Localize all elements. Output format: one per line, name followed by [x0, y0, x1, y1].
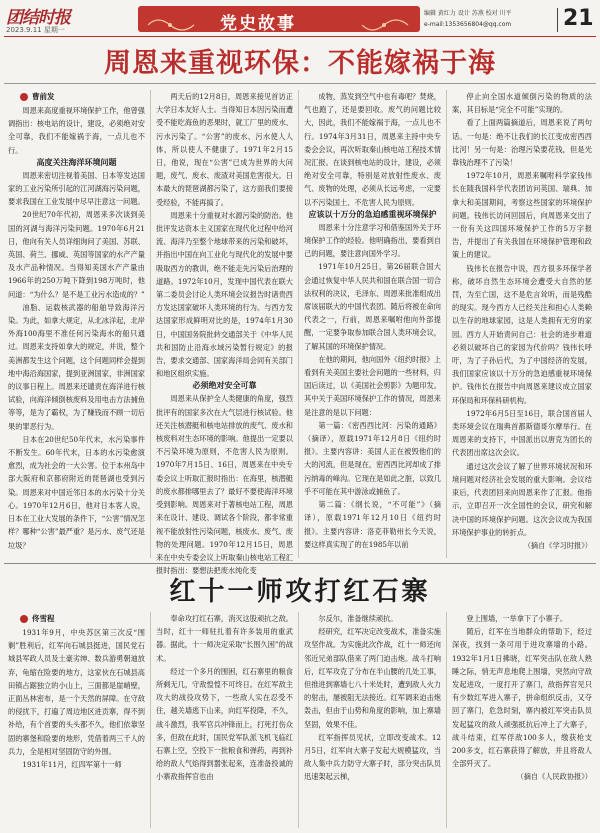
column-divider [446, 90, 447, 558]
article2-column-4 [452, 612, 592, 830]
paragraph: 登上围墙，一举拿下了小寨子。 [466, 614, 568, 623]
paragraph: 两天后的12月8日，周恩来接见首访正大学日本友好人士。当得知日本因污染而遭受不能吃海鱼的恶果时，就工厂里的废水、污水污染了。“公害”的废水、污水使人人体，所以使人不健康了。1971年2月15日，他说，现在“公害”已成为世界的大问题，废气、废水、废渣对美国危害很大。日本最大的琵琶湖都污染了，这方面我们要接受经验，不能再搞了。 [156, 92, 293, 207]
right-ornament-icon [360, 15, 410, 35]
paragraph: 成物，蒸发到空气中也有毒吧？焚烧，气也跑了，还是要回收。废气的问题比较大，因此，我们不能嫁祸于海，一点儿也不行。1974年3月31日，周恩来主持中央专委会会议，再次听取秦山核电站工程技术情况汇报。在谈到核电站的设计，建设，必须绝对安全可靠，特别是对放射性废水、废气、废物的处理，必须从长远考虑，一定要以不污染国土、不危害人民为原则。 [304, 92, 441, 207]
editor-line: 编辑 黄红力 设计 苏燕 校对 川平 [424, 10, 512, 17]
paragraph: 周恩来十分注意学习和借鉴国外关于环境保护工作的经验。他明确指出，要看到自己的问题，要注意向国外学习。 [304, 222, 441, 259]
article2-column-3 [304, 612, 441, 830]
column-divider [150, 612, 151, 828]
article2-column-1 [8, 612, 145, 830]
paragraph: 1972年10月，周恩来嘱咐科学家钱伟长在随我国科学代表团访问英国、瑞典、加拿大和美国期间，考察这些国家的环境保护问题。钱伟长访问回国后，向周恩来交出了一份有关这四国环境保护工作的5万字报告，并提出了有关我国在环境保护管理和政策上的建议。 [452, 171, 592, 260]
paragraph: 奉命攻打红石寨，消灭这股顽抗之敌。当时，红十一师驻扎着有许多装用的重武器。据此，十一师决定采取“长围久困”的战术。 [156, 614, 293, 663]
header-rule [4, 36, 596, 37]
paragraph: 第一篇：《密西西比河：污染的通路》（摘译），原载1971年12月8日《纽约时报》。主要内容讲：美国人正在被毁他们的大的河流，但是现在，密西西比河却成了排污纳毒的峰沟。它现在是如此之脏，以致几乎不可能在其中游泳或捕鱼了。 [304, 420, 441, 496]
editor-credits [424, 8, 512, 30]
paragraph: 尔反尔，准备继续顽抗。 [318, 614, 398, 623]
author-name: 曹前发 [32, 92, 55, 102]
paragraph: 20世纪70年代初，周恩来多次谈到美国的河湖与海洋污染问题。1970年6月21日，他向有关人员详细询问了美国、苏联、英国、荷兰、挪威、英国等国家的水产产量及水产品种情况。当得知美国水产产量由1966年的250万吨下降到198万吨时，他问道：“为什么？是不是工业污水造成的？” [8, 210, 145, 299]
paragraph: 钱伟长在报告中说，西方很多环保学者称，破坏自然生态环境会遭受大自然的惩罚，为至亡国，这不是危言耸听，而是残酷的现实。现今西方人已经关注和担心人类赖以生存的地球家园，这是人类拥有无穷的家园。西方人开始责问自己：社会的进步难道必须以破坏自己的家园为代价吗？钱伟长呼吁，为了子孙后代，为了中国经济的发展，我们国家应该以十万分的急迫感重视环境保护。钱伟长在报告中向周恩来建议成立国家环保局和环保科研机构。 [452, 263, 592, 405]
subheading: 必须绝对安全可靠 [192, 381, 257, 391]
page-header [0, 0, 600, 40]
paragraph: 1931年11月，红四军第十一师 [22, 760, 122, 770]
subheading: 应该以十万分的急迫感重视环境保护 [308, 209, 437, 219]
paragraph: 看了上面两篇摘道后，周恩来说了两句话。一句是：绝不让我们的长江变成密西西比河！另一句是：治理污染要花钱，但是光靠钱治理不了污染！ [452, 118, 592, 168]
paragraph: 通过这次会议了解了世界环境状况和环境问题对经济社会发展的重大影响。会议结束后，代表团回来向周恩来作了汇报。他指示，立即召开一次全国性的会议，研究和解决中国的环境保护问题。这次会议成为我国环境保护事业的转折点。 [452, 461, 592, 537]
masthead-logo: 团结时报 [6, 8, 70, 28]
source-credit: （摘自《学习时报》） [523, 540, 592, 550]
editor-email: e-mail:1353656804@qq.com [424, 21, 512, 28]
column-divider [150, 90, 151, 558]
paragraph: 随后，红军在当地群众的帮助下，经过深夜，找到一条可用于进攻寨墙的小路。1932年1月1日拂晓，红军突击队在敌人熟睡之际，悄无声息地爬上围墙，突然向守敌发起进攻，一度打开了寨门，敌指挥官见只有少数红军进入寨子，拼命组织反击，又夺回了寨门，危急时刻，寨内被红军突击队员发起猛攻的敌人顽强抵抗后冲上了大寨子，战斗结束，红军俘敌100多人，缴获枪支200多支，红石寨获得了解放，并且将敌人全部歼灭了。 [452, 627, 592, 769]
left-ornament-icon [146, 15, 196, 35]
bullet-icon [20, 93, 28, 101]
paragraph: 1971年10月25日，第26届联合国大会通过恢复中华人民共和国在联合国一切合法权利的决议，毛泽东、周恩来批准组成出席该届联大的中国代表团。随后将被在命向代表之一，行前，周恩来嘱咐他向外部提醒，一定要争取参加联合国人类环境会议，了解其国的环境保护情况。 [304, 262, 441, 351]
author-name: 佟雪程 [32, 614, 55, 624]
source-credit: （摘自《人民政协报》） [516, 772, 592, 782]
paragraph: 油脂、运载核武器的船舶导致海洋污染。为此，如拿大规定，从北冰洋起，北岸外海100海里不准任何污染海水的船只通过。周恩来支持如拿大的规定，并说，整个美洲都发生这个问题，这个问题同样会提到地中海沿海国家，提到亚洲国家，非洲国家的议事日程上。周恩来还谴责在海洋进行核试验，向海洋倾倒核废料及用电击方法捕鱼等等，是为了霸权，为了赚钱而不顾一切后果的罪恶行为。 [8, 302, 145, 431]
paragraph: 日本在20世纪50年代末，水污染事件不断发生。60年代末，日本的水污染愈演愈烈，成为社会的一大公害。位于本州岛中部大阪府和京都府附近的琵琶湖也受到污染。周恩来对中国近邻日本的水污染十分关心。1970年12月6日，他对日本客人说，日本在工业大发展的条件下，“公害”情况怎样？哪种“公害”最严重？是污水、废气还是垃圾？ [8, 434, 145, 550]
article1-column-4 [452, 90, 592, 558]
bullet-icon [20, 615, 28, 623]
paragraph: 停止向全国水道倾倒污染的物质的法案，其目标是“完全不可能”实现的。 [452, 92, 592, 115]
article2-headline: 红十一师攻打红石寨 [169, 577, 431, 607]
page-number: 21 [563, 6, 594, 31]
paragraph: 1972年6月5日至16日，联合国首届人类环境会议在瑞典首都斯德哥尔摩举行。在周恩来的支持下，中国派出以唐克为团长的代表团出席这次会议。 [452, 408, 592, 458]
article-separator [4, 563, 596, 564]
column-divider [298, 612, 299, 828]
paragraph: 红军指挥员见状，立即改变战术。12月5日，红军向大寨子发起大规模猛攻，当敌人集中兵力防守大寨子时，部分突击队员迅速架起云梯， [304, 732, 441, 782]
article1-author [20, 90, 145, 104]
paragraph: 周恩来十分重视对水源污染的防治。他批评发达资本主义国家在现代化过程中给河流、海洋乃至整个地球带来的污染和破坏，并指出中国在向工业化与现代化的发展中要吸取西方的教训，绝不能走先污染后治理的道路。1972年10月，发现中国代表在联大第二委员会讨论人类环境会议报告时诸贵西方发达国家破坏人类环境的行为。与西方发达国家形成鲜明对比的是，1974年1月30日，中国国务院批转交通部关于《中华人民共和国防止沿海水域污染暂行规定》的报告，要求交通部、国家海洋局会同有关部门和地区组织实施。 [156, 210, 293, 379]
paragraph: 第二篇：《纲长说，“不可能”》（摘译），原载1971年12月10日《纽约时报》。主要内容讲：洛克菲勒州长今天说，要这样真实现了的在1985年以前 [304, 500, 441, 549]
article1-column-1 [8, 90, 145, 558]
article1-column-3 [304, 90, 441, 558]
paragraph: 在他的期间，他向国外《纽约时报》上看到有关美国主要社会问题的一些材料，归国后读过，以《美国社会剪影》为题印发。其中关于美国环境保护工作的情况，周恩来是注意的是以下问题： [304, 354, 441, 417]
issue-date: 2023.9.11 星期一 [6, 26, 65, 34]
column-divider [446, 612, 447, 828]
paragraph: 周恩来密切注视着美国、日本等发达国家的工业污染所引起的江河湖海污染问题，要求我国在工业发展中尽早注意这一问题。 [8, 170, 145, 207]
column-divider [298, 90, 299, 558]
paragraph: 经研究，红军决定改变战术，准备实施攻坚作战。为实施此次作战，红十一师还向邻近兄弟部队借来了两门迫击炮。战斗打响后，红军攻克了分布在半山腰的几处工事，但推进到寨墙七八十米处时，遭到敌人火力的射击，屡被阻无法接近。红军调来迫击炮轰击，但由于山势和角度的影响，加上寨墙坚固，效果不佳。 [304, 627, 441, 729]
paragraph: 周恩来从保护全人类健康的角度，强烈批评有的国家多次在大气层进行核试验。他还关注核潜艇和核电站排放的废气、废水和核废料对生态环境的影响。他提出一定要以不污染环境为原则，不危害人民为原则。1970年7月15日、16日，周恩来在中央专委会议上听取汇报时指出：在海里，核潜艇的废水都排哪里去了？最好不要使海洋环境受到影响。周恩来对于著核电站工程，周恩来在设计、建设、调试各个阶段，都非常重视不能放射性污染问题，核废水、废气、废物的处理问题。1970年12月15日，周恩来在中央专委会议上听取秦山核电站工程汇报时指出：要想法把废水纯化变 [156, 394, 293, 576]
article1-headline: 周恩来重视环保：不能嫁祸于海 [104, 48, 496, 79]
article2-column-2 [156, 612, 293, 830]
section-title: 党史故事 [220, 14, 296, 34]
divider [557, 8, 558, 32]
paragraph: 1931年9月，中央苏区第三次反“围剿”胜利后，红军向石城县挺进，国民党石城县军政人员及土豪劣绅、数兵游勇朝迪放弃，龟缩在险要的地方，这家伙在石城县高田镇占踞独立的小山上，三面都是崖峭壁，正面丛林密布，是一个天然的屏障。在守敌的侵扰下，打遍了周边地区进贡寨，得不到补给，有个首要的头头都不久，他们依靠坚固的寨堡和险要的地形，凭借着两三千人的兵力，全是相对坚固防守的外围。 [8, 628, 145, 756]
subheading: 高度关注海洋环境问题 [36, 157, 117, 167]
paragraph: 经过一个多月的围困，红石寨里的粮食所剩无几，守敌惶惶不可终日。在红军敌主攻大的战役攻势下，一些敌人实在忍受不住，越关墙逃下山来，向红军投降，不久，战斗激烈，我军官兵冲锋而上，打死打伤众多，但敌在此时，国民党军队派飞机飞临红石寨上空，空投下一批粮食和弹药，再到补给的敌人气焰得到嚣张起来，连准备投诚的小寨敌指挥官也由 [156, 666, 293, 782]
article2-author [20, 612, 145, 626]
headline-rule [4, 83, 596, 84]
article1-column-2 [156, 90, 293, 576]
paragraph: 周恩来高度重视环境保护工作，他曾强调指出：核电站的设计，建设，必须绝对安全可靠，我们不能嫁祸于海，一点儿也不行。 [8, 106, 145, 155]
